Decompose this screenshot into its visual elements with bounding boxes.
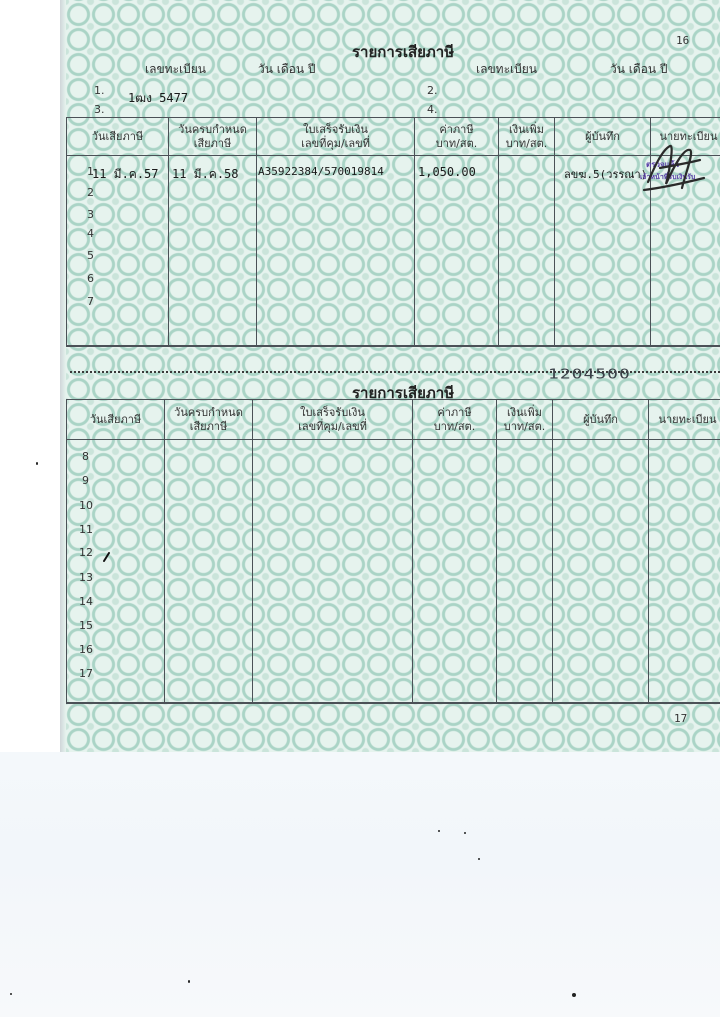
header-surcharge: เงินเพิ่ม บาท/สต. [499,118,555,156]
header-recorder: ผู้บันทึก [553,400,649,440]
plate-row-num-2: 2. [427,84,438,97]
table2-body-cell [253,440,413,704]
stamp-line-1: ตรวจแล้ว [646,160,680,169]
plate-row-num-3: 3. [94,103,105,116]
entry-tax-amount: 1,050.00 [418,165,476,179]
serial-number-partial: 1204500 [548,366,631,383]
section-divider [66,346,720,347]
scanner-background [0,752,720,1017]
header-surcharge: เงินเพิ่ม บาท/สต. [497,400,553,440]
table2-body-cell [165,440,253,704]
page-number-top: 16 [676,34,690,47]
row-number: 5 [87,249,94,262]
scan-speck [438,830,440,832]
plate-row-num-4: 4. [427,103,438,116]
upper-title: รายการเสียภาษี [352,43,455,61]
pen-mark [101,551,111,563]
row-number: 11 [79,523,93,536]
label-reg-left: เลขทะเบียน [145,62,206,76]
row-number: 1 [87,165,94,178]
plate-row-num-1: 1. [94,84,105,97]
entry-receipt: A35922384/570019814 [258,165,384,178]
row-number: 2 [87,186,94,199]
row-number: 10 [79,499,93,512]
header-due-date: วันครบกำหนด เสียภาษี [169,118,257,156]
row-number: 15 [79,619,93,632]
scan-speck [188,980,190,983]
header-tax-date: วันเสียภาษี [67,400,165,440]
table1-body-cell [169,156,257,346]
table1-body-cell [555,156,651,346]
row-number: 14 [79,595,93,608]
row-number: 4 [87,227,94,240]
row-number: 17 [79,667,93,680]
lower-title: รายการเสียภาษี [352,384,455,402]
bottom-rule [66,702,720,703]
row-number: 9 [82,474,89,487]
header-recorder: ผู้บันทึก [555,118,651,156]
table1-body-cell [257,156,415,346]
header-due-date: วันครบกำหนด เสียภาษี [165,400,253,440]
table2-body-cell [497,440,553,704]
row-number: 13 [79,571,93,584]
table1-body-cell [499,156,555,346]
scan-speck [10,993,12,995]
header-registrar: นายทะเบียน [649,400,720,440]
tax-table-2 [66,399,720,704]
scan-speck [478,858,480,860]
table2-body-cell [649,440,720,704]
table1-body-cell [67,156,169,346]
label-date-left: วัน เดือน ปี [258,62,316,76]
table2-body-cell [413,440,497,704]
table1-body-cell [415,156,499,346]
entry-recorder: ลขฆ.5(วรรณา) [564,168,648,181]
scan-speck [36,462,38,465]
row-number: 8 [82,450,89,463]
scan-speck [464,832,466,834]
row-number: 7 [87,295,94,308]
header-registrar: นายทะเบียน [651,118,720,156]
header-tax-date: วันเสียภาษี [67,118,169,156]
scan-speck [572,993,576,997]
row-number: 3 [87,208,94,221]
entry-tax-date: 11 มี.ค.57 [92,167,159,181]
label-reg-right: เลขทะเบียน [476,62,537,76]
table2-body-cell [553,440,649,704]
header-tax-amount: ค่าภาษี บาท/สต. [413,400,497,440]
plate-value-1: 1ฒง 5477 [128,91,189,105]
registrar-signature [640,138,708,194]
header-receipt: ใบเสร็จรับเงิน เลขที่คุม/เลขที่ [257,118,415,156]
header-receipt: ใบเสร็จรับเงิน เลขที่คุม/เลขที่ [253,400,413,440]
entry-due-date: 11 มี.ค.58 [172,167,239,181]
label-date-right: วัน เดือน ปี [610,62,668,76]
row-number: 6 [87,272,94,285]
row-number: 16 [79,643,93,656]
row-number: 12 [79,546,93,559]
header-tax-amount: ค่าภาษี บาท/สต. [415,118,499,156]
page-number-bottom: 17 [674,712,688,725]
tax-table-1 [66,117,720,346]
stamp-line-2: เจ้าหน้าที่รับเงินรับ [640,173,696,181]
